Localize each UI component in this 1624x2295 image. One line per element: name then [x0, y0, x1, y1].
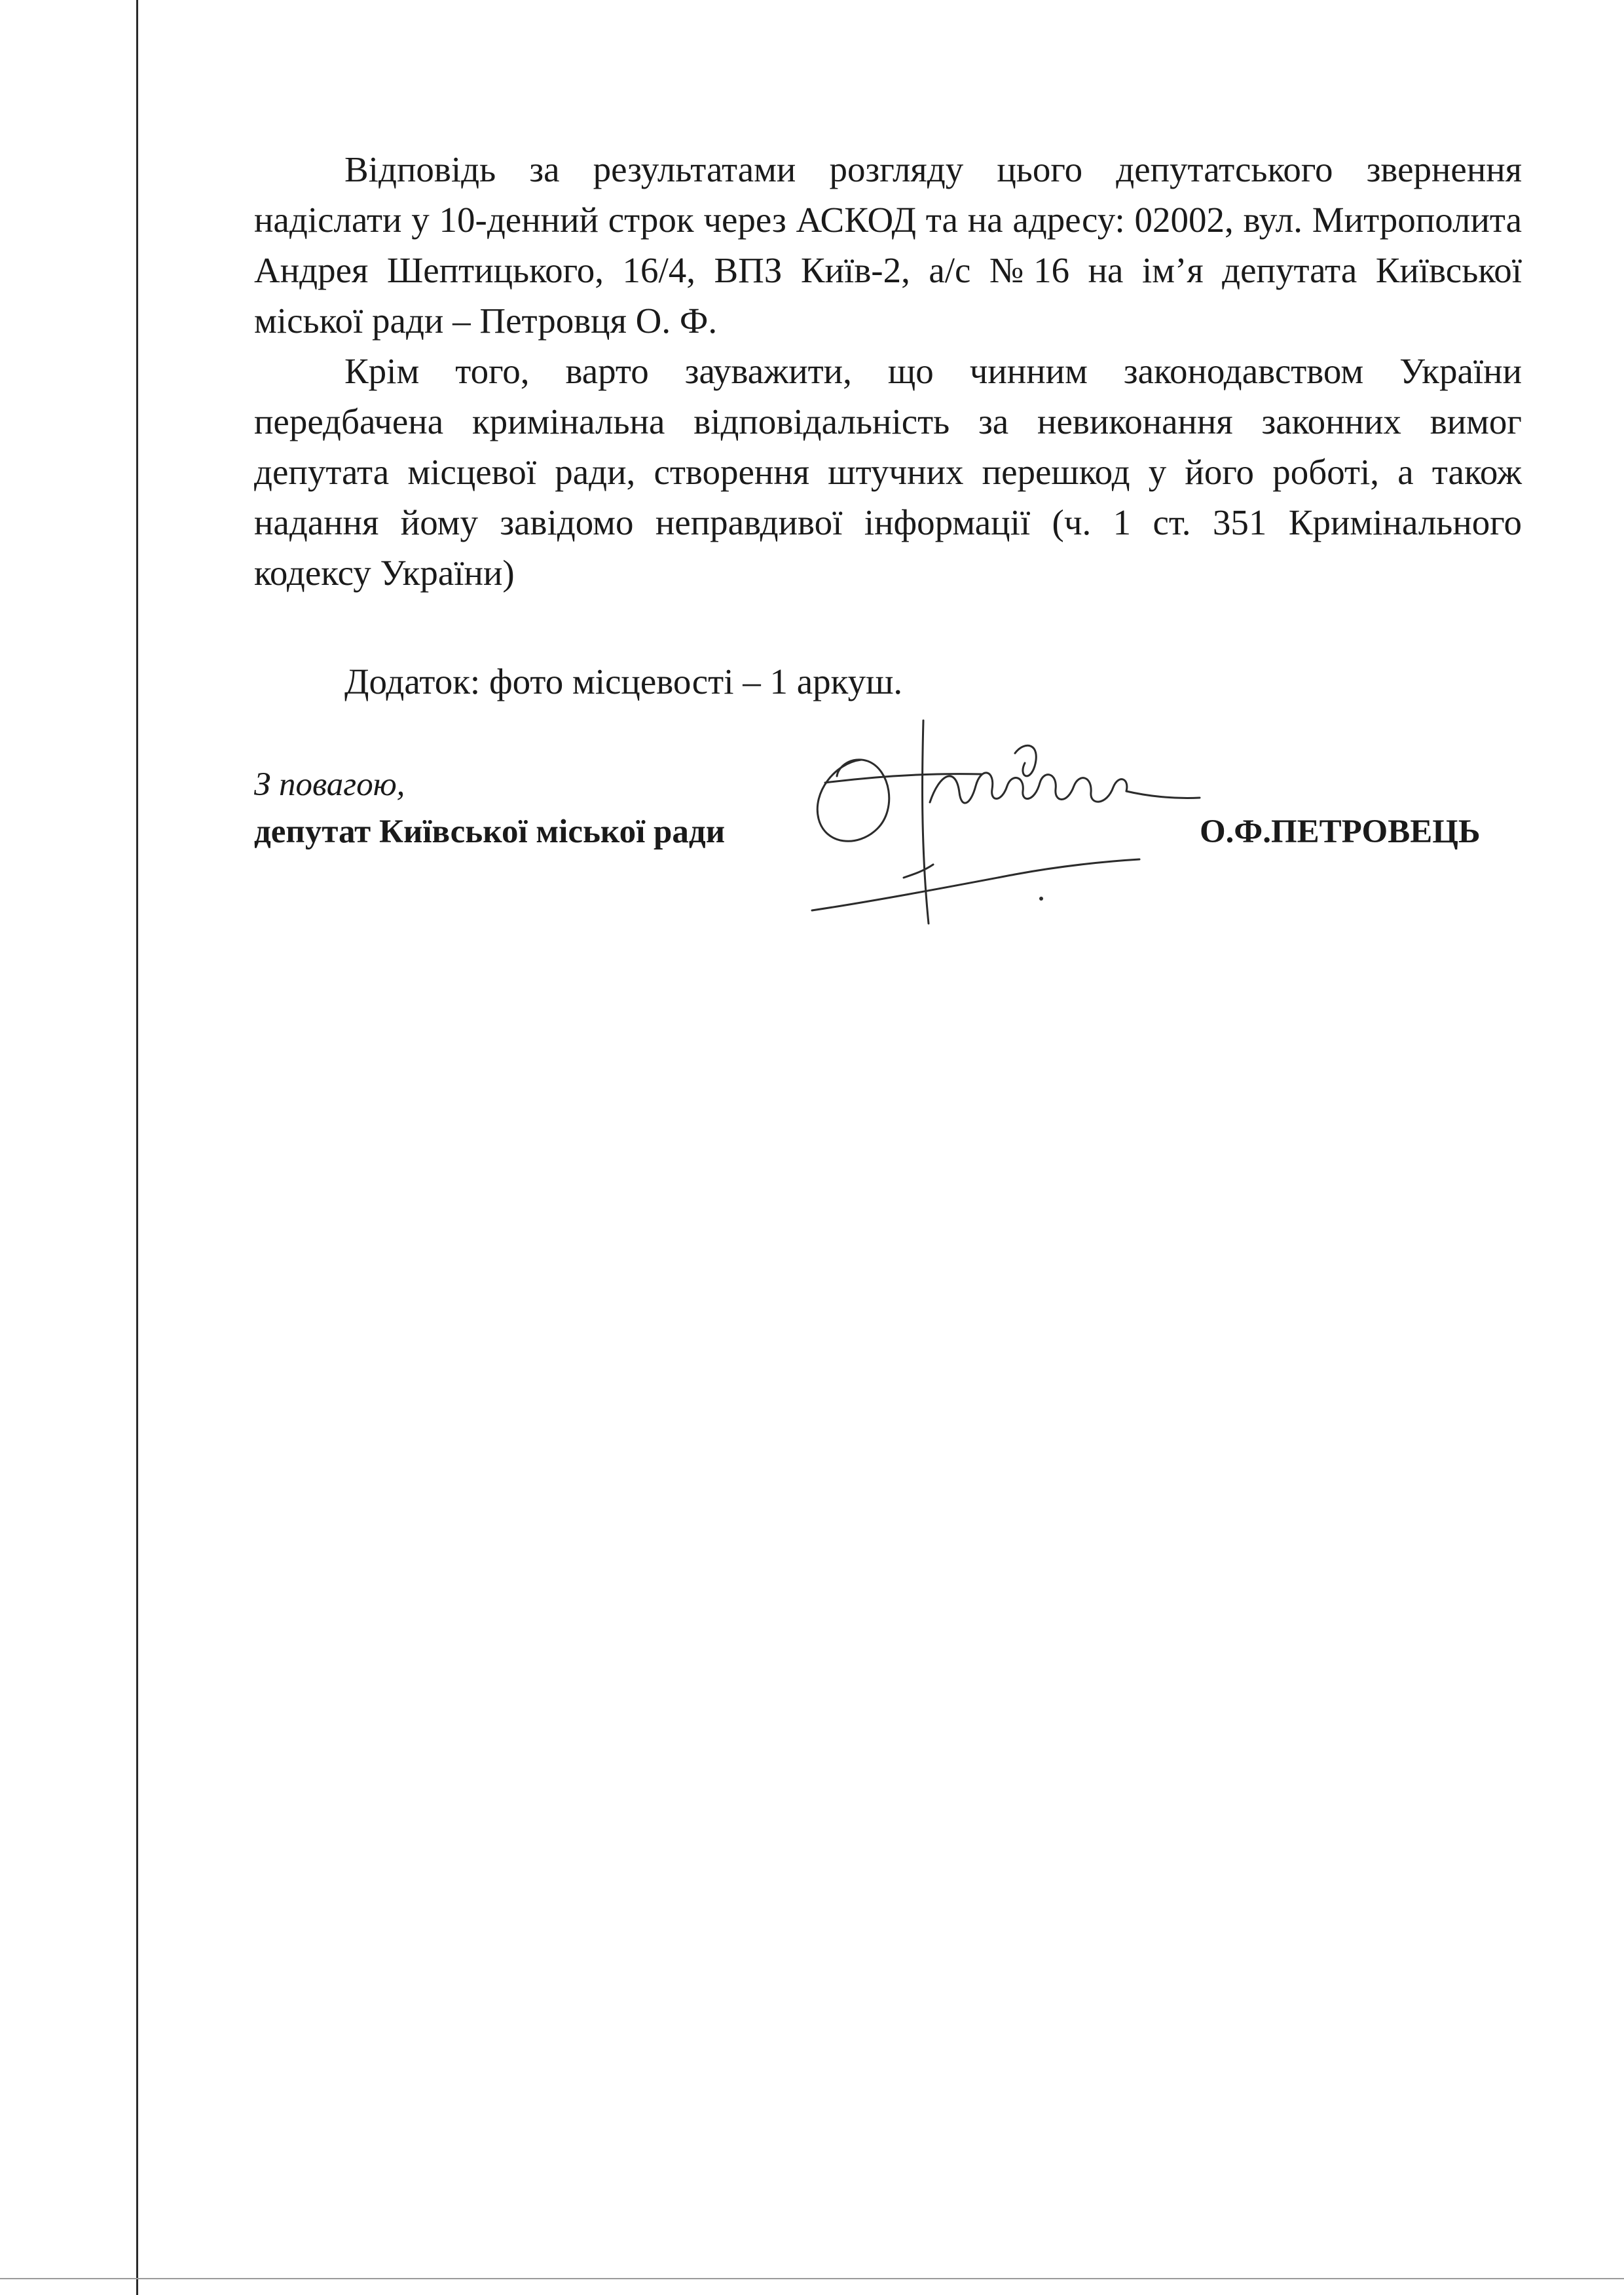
closing-salutation: З повагою, — [254, 766, 405, 803]
attachment-note: Додаток: фото місцевості – 1 аркуш. — [344, 662, 903, 701]
paragraph-response-request: Відповідь за результатами розгляду цього депутатського звернення надіслати у 10-денний строк через АСКОД та на адресу: 02002, вул. Митрополита Андрея Шептицького, 16/4, ВПЗ Київ-2, а/с №16 на ім’я депутата Київської міської ради – Петровця О. Ф. — [254, 149, 1522, 341]
letter-body — [254, 144, 1522, 598]
scan-edge-left — [136, 0, 138, 2295]
paragraph-legal-notice: Крім того, варто зауважити, що чинним законодавством України передбачена кримінальна відповідальність за невиконання законних вимог депутата місцевої ради, створення штучних перешкод у його роботі, а також надання йому завідомо неправдивої інформації (ч. 1 ст. 351 Кримінального кодексу України) — [254, 351, 1522, 593]
handwritten-signature — [799, 714, 1205, 937]
scan-edge-bottom — [0, 2278, 1624, 2279]
signer-name: О.Ф.ПЕТРОВЕЦЬ — [1200, 813, 1481, 850]
signer-title: депутат Київської міської ради — [254, 813, 726, 850]
